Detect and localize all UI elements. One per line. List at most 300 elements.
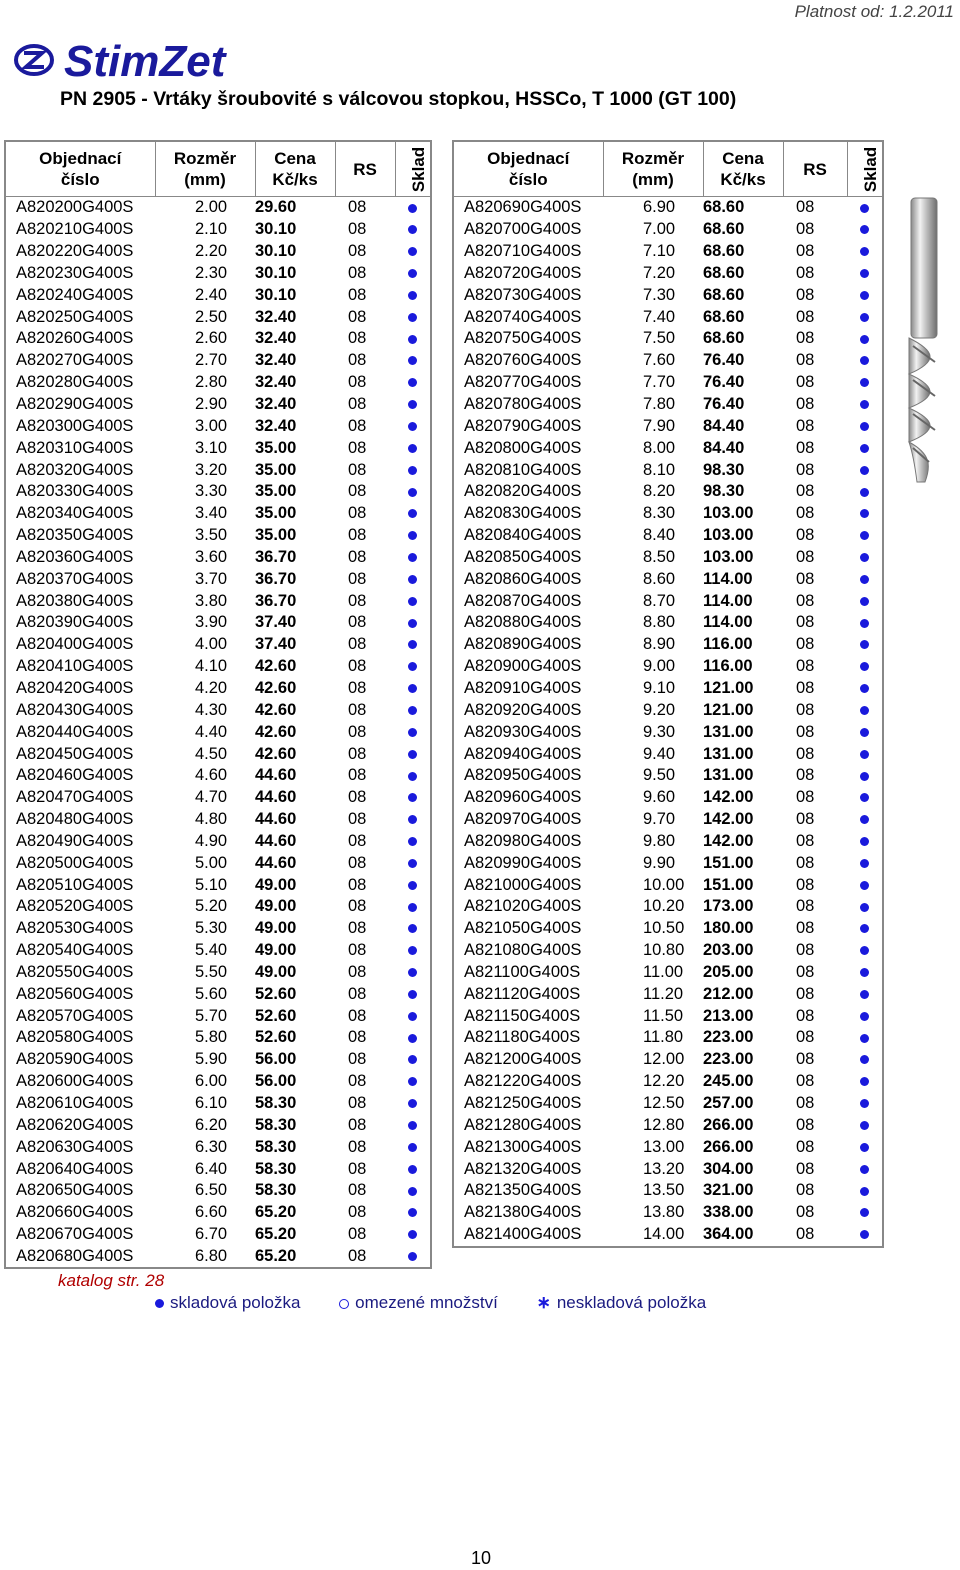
stock-dot-icon	[408, 225, 417, 234]
size-value: 13.00	[643, 1137, 685, 1156]
price-value: 68.60	[703, 307, 745, 326]
header-stock: Sklad	[847, 141, 883, 197]
table-row	[5, 1027, 431, 1049]
price-value: 180.00	[703, 919, 754, 938]
size-value: 10.80	[643, 941, 685, 960]
size-value: 4.00	[195, 635, 228, 654]
table-row	[453, 656, 883, 678]
price-value: 49.00	[255, 941, 297, 960]
stock-status	[395, 962, 431, 984]
order-code: A821100G400S	[464, 962, 581, 981]
table-row	[453, 721, 883, 743]
size-value: 13.50	[643, 1181, 685, 1200]
price-table-left	[4, 140, 432, 1269]
table-row	[5, 634, 431, 656]
rs-value: 08	[348, 351, 367, 370]
stock-status	[395, 940, 431, 962]
stock-dot-icon	[860, 247, 869, 256]
stock-status	[847, 590, 883, 612]
price-value: 32.40	[255, 351, 297, 370]
stock-status	[847, 721, 883, 743]
order-code: A820380G400S	[16, 591, 134, 610]
stock-status	[847, 896, 883, 918]
table-row	[453, 547, 883, 569]
rs-value: 08	[348, 591, 367, 610]
table-row	[453, 1071, 883, 1093]
size-value: 9.20	[643, 700, 676, 719]
stock-status	[847, 415, 883, 437]
size-value: 9.30	[643, 722, 676, 741]
table-row	[5, 590, 431, 612]
table-row	[453, 350, 883, 372]
table-row	[453, 962, 883, 984]
size-value: 7.00	[643, 220, 676, 239]
order-code: A821280G400S	[464, 1115, 582, 1134]
size-value: 5.20	[195, 897, 228, 916]
size-value: 7.20	[643, 263, 676, 282]
table-row	[453, 743, 883, 765]
order-code: A820420G400S	[16, 678, 134, 697]
order-code: A821380G400S	[464, 1203, 582, 1222]
price-value: 30.10	[255, 285, 297, 304]
rs-value: 08	[796, 242, 815, 261]
size-value: 7.10	[643, 242, 676, 261]
stock-status	[395, 284, 431, 306]
stock-dot-icon	[408, 662, 417, 671]
price-value: 131.00	[703, 744, 754, 763]
table-row	[453, 765, 883, 787]
order-code: A820400G400S	[16, 635, 134, 654]
size-value: 8.50	[643, 547, 676, 566]
size-value: 3.30	[195, 482, 228, 501]
stock-status	[847, 1202, 883, 1224]
table-row	[5, 350, 431, 372]
stock-status	[847, 634, 883, 656]
order-code: A820450G400S	[16, 744, 134, 763]
table-row	[5, 721, 431, 743]
rs-value: 08	[348, 482, 367, 501]
table-row	[5, 547, 431, 569]
stock-status	[847, 481, 883, 503]
order-code: A820660G400S	[16, 1203, 134, 1222]
rs-value: 08	[796, 1225, 815, 1244]
stock-dot-icon	[860, 1034, 869, 1043]
header-rs: RS	[335, 141, 395, 197]
stock-dot-icon	[408, 509, 417, 518]
size-value: 4.50	[195, 744, 228, 763]
stock-dot-icon	[408, 815, 417, 824]
stock-dot-icon	[860, 356, 869, 365]
stock-dot-icon	[860, 466, 869, 475]
table-row	[5, 328, 431, 350]
legend-non-stock: neskladová položka	[556, 1293, 707, 1312]
table-row	[453, 983, 883, 1005]
table-row	[453, 678, 883, 700]
table-row	[453, 787, 883, 809]
table-row	[453, 918, 883, 940]
rs-value: 08	[348, 831, 367, 850]
rs-value: 08	[348, 875, 367, 894]
stock-dot-icon	[408, 1230, 417, 1239]
price-value: 68.60	[703, 220, 745, 239]
price-value: 65.20	[255, 1203, 297, 1222]
order-code: A820600G400S	[16, 1072, 134, 1091]
rs-value: 08	[348, 263, 367, 282]
size-value: 9.40	[643, 744, 676, 763]
order-code: A820210G400S	[16, 220, 134, 239]
order-code: A820880G400S	[464, 613, 582, 632]
stock-dot-icon	[408, 619, 417, 628]
table-row	[5, 765, 431, 787]
table-row	[453, 263, 883, 285]
stock-dot-icon	[860, 684, 869, 693]
table-row	[453, 219, 883, 241]
stock-status	[847, 809, 883, 831]
stock-status	[847, 1093, 883, 1115]
rs-value: 08	[348, 1246, 367, 1265]
stock-dot-icon	[860, 706, 869, 715]
price-value: 49.00	[255, 919, 297, 938]
rs-value: 08	[796, 416, 815, 435]
stock-dot-icon	[860, 859, 869, 868]
stock-dot-icon	[408, 531, 417, 540]
rs-value: 08	[348, 853, 367, 872]
price-value: 44.60	[255, 788, 297, 807]
price-value: 58.30	[255, 1159, 297, 1178]
price-value: 49.00	[255, 875, 297, 894]
header-rs: RS	[783, 141, 847, 197]
table-row	[453, 568, 883, 590]
size-value: 7.80	[643, 395, 676, 414]
stock-status	[847, 197, 883, 219]
stock-dot-icon	[860, 1208, 869, 1217]
size-value: 2.60	[195, 329, 228, 348]
header-size: Rozměr (mm)	[155, 141, 255, 197]
stock-status	[847, 918, 883, 940]
table-row	[5, 197, 431, 219]
stock-status	[395, 481, 431, 503]
order-code: A820980G400S	[464, 831, 582, 850]
price-value: 223.00	[703, 1050, 754, 1069]
price-value: 212.00	[703, 984, 754, 1003]
order-code: A820800G400S	[464, 438, 582, 457]
order-code: A820900G400S	[464, 657, 582, 676]
stimzet-logo	[12, 38, 282, 82]
table-row	[5, 241, 431, 263]
rs-value: 08	[348, 722, 367, 741]
rs-value: 08	[796, 722, 815, 741]
stock-status	[395, 328, 431, 350]
table-row	[453, 612, 883, 634]
price-value: 142.00	[703, 810, 754, 829]
stock-dot-icon	[860, 1012, 869, 1021]
size-value: 5.40	[195, 941, 228, 960]
stock-dot-icon	[860, 968, 869, 977]
rs-value: 08	[348, 613, 367, 632]
price-value: 213.00	[703, 1006, 754, 1025]
table-row	[453, 1049, 883, 1071]
rs-value: 08	[796, 1203, 815, 1222]
price-value: 84.40	[703, 438, 745, 457]
order-code: A820470G400S	[16, 788, 134, 807]
price-value: 114.00	[703, 591, 753, 610]
stock-dot-icon	[408, 400, 417, 409]
size-value: 7.50	[643, 329, 676, 348]
rs-value: 08	[796, 395, 815, 414]
stock-status	[847, 306, 883, 328]
table-row	[453, 1180, 883, 1202]
order-code: A820990G400S	[464, 853, 582, 872]
table-row	[453, 940, 883, 962]
stock-dot-icon	[408, 640, 417, 649]
order-code: A821220G400S	[464, 1072, 582, 1091]
rs-value: 08	[796, 1050, 815, 1069]
stock-status	[847, 830, 883, 852]
stock-dot-icon	[408, 1012, 417, 1021]
rs-value: 08	[796, 547, 815, 566]
stock-status	[395, 983, 431, 1005]
order-code: A820960G400S	[464, 788, 582, 807]
table-body-right	[453, 197, 883, 1247]
stock-status	[847, 1005, 883, 1027]
order-code: A820500G400S	[16, 853, 134, 872]
order-code: A821320G400S	[464, 1159, 582, 1178]
price-value: 36.70	[255, 569, 297, 588]
stock-status	[395, 1246, 431, 1269]
stock-dot-icon	[408, 422, 417, 431]
price-value: 42.60	[255, 678, 297, 697]
size-value: 2.50	[195, 307, 228, 326]
rs-value: 08	[796, 897, 815, 916]
price-value: 42.60	[255, 722, 297, 741]
size-value: 3.50	[195, 526, 228, 545]
price-value: 68.60	[703, 242, 745, 261]
stock-dot-icon	[860, 815, 869, 824]
size-value: 8.30	[643, 504, 676, 523]
price-value: 32.40	[255, 416, 297, 435]
order-code: A821120G400S	[464, 984, 581, 1003]
order-code: A820640G400S	[16, 1159, 134, 1178]
stock-status	[847, 284, 883, 306]
size-value: 4.10	[195, 657, 228, 676]
order-code: A820390G400S	[16, 613, 134, 632]
price-value: 223.00	[703, 1028, 754, 1047]
rs-value: 08	[796, 285, 815, 304]
rs-value: 08	[796, 329, 815, 348]
order-code: A820350G400S	[16, 526, 134, 545]
stock-status	[395, 503, 431, 525]
stock-dot-icon	[408, 1187, 417, 1196]
stock-status	[847, 525, 883, 547]
size-value: 11.50	[643, 1006, 684, 1025]
table-row	[453, 197, 883, 219]
rs-value: 08	[348, 526, 367, 545]
stock-status	[395, 1093, 431, 1115]
price-value: 52.60	[255, 1006, 297, 1025]
rs-value: 08	[796, 941, 815, 960]
price-value: 58.30	[255, 1181, 297, 1200]
table-row	[5, 896, 431, 918]
stock-status	[847, 656, 883, 678]
table-row	[453, 1136, 883, 1158]
legend-stock-item: skladová položka	[170, 1293, 301, 1312]
order-code: A820570G400S	[16, 1006, 134, 1025]
size-value: 6.40	[195, 1159, 228, 1178]
order-code: A820480G400S	[16, 810, 134, 829]
order-code: A820750G400S	[464, 329, 582, 348]
rs-value: 08	[796, 984, 815, 1003]
stock-dot-icon	[860, 488, 869, 497]
rs-value: 08	[348, 1028, 367, 1047]
rs-value: 08	[348, 416, 367, 435]
stock-status	[395, 1202, 431, 1224]
table-row	[453, 896, 883, 918]
stock-status	[847, 437, 883, 459]
order-code: A820840G400S	[464, 526, 582, 545]
table-row	[5, 983, 431, 1005]
table-row	[5, 743, 431, 765]
stock-dot-icon	[408, 946, 417, 955]
rs-value: 08	[348, 198, 367, 217]
stock-status	[847, 852, 883, 874]
size-value: 8.20	[643, 482, 676, 501]
table-row	[453, 1027, 883, 1049]
rs-value: 08	[348, 788, 367, 807]
stock-status	[395, 1136, 431, 1158]
stock-status	[395, 241, 431, 263]
price-value: 245.00	[703, 1072, 754, 1091]
price-value: 44.60	[255, 831, 297, 850]
price-value: 68.60	[703, 263, 745, 282]
stock-status	[395, 852, 431, 874]
size-value: 4.90	[195, 831, 228, 850]
rs-value: 08	[796, 1159, 815, 1178]
table-row	[5, 372, 431, 394]
validity-date: Platnost od: 1.2.2011	[794, 2, 954, 21]
table-row	[453, 852, 883, 874]
price-value: 121.00	[703, 678, 754, 697]
rs-value: 08	[796, 1115, 815, 1134]
price-value: 58.30	[255, 1115, 297, 1134]
stock-status	[395, 721, 431, 743]
price-value: 84.40	[703, 416, 745, 435]
rs-value: 08	[348, 285, 367, 304]
stock-status	[847, 219, 883, 241]
stock-dot-icon	[408, 1165, 417, 1174]
size-value: 7.60	[643, 351, 676, 370]
rs-value: 08	[796, 1006, 815, 1025]
order-code: A820940G400S	[464, 744, 582, 763]
order-code: A821200G400S	[464, 1050, 582, 1069]
order-code: A820300G400S	[16, 416, 134, 435]
size-value: 8.10	[643, 460, 676, 479]
price-value: 304.00	[703, 1159, 754, 1178]
header-code: Objednací číslo	[5, 141, 155, 197]
size-value: 14.00	[643, 1225, 685, 1244]
table-row	[453, 1158, 883, 1180]
stock-dot-icon	[860, 1099, 869, 1108]
stock-dot-icon	[408, 968, 417, 977]
stock-dot-icon	[408, 1034, 417, 1043]
size-value: 9.90	[643, 853, 676, 872]
size-value: 12.80	[643, 1115, 685, 1134]
rs-value: 08	[348, 329, 367, 348]
catalog-reference: katalog str. 28	[58, 1271, 165, 1290]
stock-dot-icon	[860, 990, 869, 999]
price-value: 76.40	[703, 373, 745, 392]
stock-dot-icon	[860, 1143, 869, 1152]
table-row	[453, 415, 883, 437]
price-value: 65.20	[255, 1225, 297, 1244]
order-code: A820780G400S	[464, 395, 582, 414]
stock-dot-icon	[408, 575, 417, 584]
price-value: 68.60	[703, 198, 745, 217]
stock-dot-icon	[860, 1165, 869, 1174]
stock-status	[395, 1158, 431, 1180]
price-value: 32.40	[255, 307, 297, 326]
stock-status	[395, 590, 431, 612]
table-row	[5, 830, 431, 852]
order-code: A820230G400S	[16, 263, 134, 282]
size-value: 5.70	[195, 1006, 228, 1025]
price-value: 266.00	[703, 1115, 754, 1134]
stock-status	[847, 372, 883, 394]
order-code: A820510G400S	[16, 875, 134, 894]
size-value: 3.70	[195, 569, 228, 588]
table-row	[453, 1114, 883, 1136]
order-code: A820650G400S	[16, 1181, 134, 1200]
size-value: 12.00	[643, 1050, 685, 1069]
rs-value: 08	[796, 613, 815, 632]
stock-dot-icon	[860, 1077, 869, 1086]
table-row	[5, 612, 431, 634]
rs-value: 08	[348, 962, 367, 981]
rs-value: 08	[796, 1181, 815, 1200]
header-price: Cena Kč/ks	[703, 141, 783, 197]
order-code: A820270G400S	[16, 351, 134, 370]
table-row	[5, 1158, 431, 1180]
table-row	[453, 306, 883, 328]
rs-value: 08	[796, 504, 815, 523]
table-row	[453, 830, 883, 852]
price-value: 56.00	[255, 1072, 297, 1091]
price-value: 98.30	[703, 460, 745, 479]
stock-status	[395, 350, 431, 372]
price-value: 364.00	[703, 1225, 754, 1244]
stock-status	[395, 1049, 431, 1071]
table-row	[5, 1202, 431, 1224]
table-row	[5, 1136, 431, 1158]
price-value: 98.30	[703, 482, 745, 501]
order-code: A820340G400S	[16, 504, 134, 523]
size-value: 2.10	[195, 220, 228, 239]
stock-dot-icon	[860, 772, 869, 781]
size-value: 2.40	[195, 285, 228, 304]
size-value: 11.00	[643, 962, 684, 981]
size-value: 9.60	[643, 788, 676, 807]
table-row	[5, 568, 431, 590]
size-value: 3.60	[195, 547, 228, 566]
table-row	[453, 241, 883, 263]
stock-status	[847, 612, 883, 634]
rs-value: 08	[796, 1072, 815, 1091]
price-value: 42.60	[255, 700, 297, 719]
order-code: A821300G400S	[464, 1137, 582, 1156]
stock-status	[847, 1158, 883, 1180]
table-row	[453, 481, 883, 503]
stock-dot-icon	[408, 859, 417, 868]
page-number: 10	[471, 1548, 492, 1568]
